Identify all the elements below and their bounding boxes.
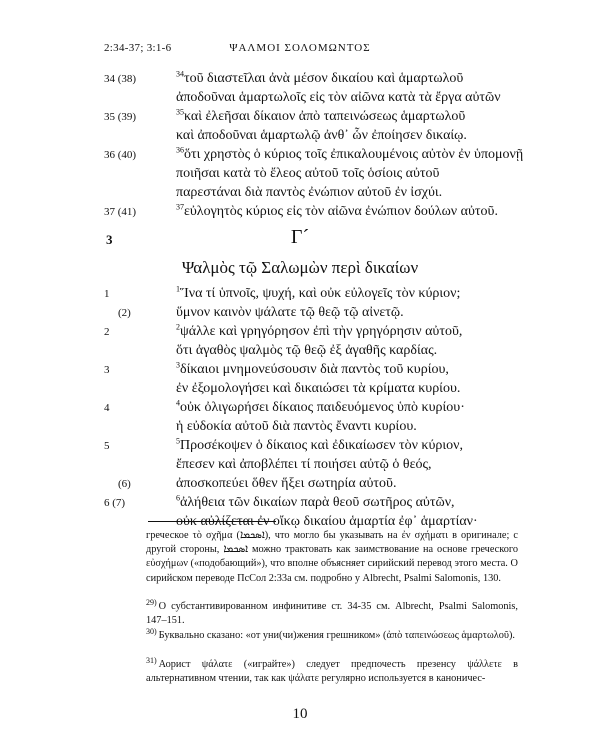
- verse-sup: 34: [176, 69, 184, 79]
- footnote-text: Буквально сказано: «от уни(чи)жения грешником» (ἀπὸ ταπεινώσεως ἁμαρτωλοῦ).: [158, 630, 515, 641]
- verse-text: ὅτι χρηστὸς ὁ κύριος τοῖς ἐπικαλουμένοις αὐτὸν ἐν ὑπομονῇ: [184, 147, 524, 162]
- verse-sup: 2: [176, 322, 180, 332]
- verse-number: 5: [104, 440, 110, 452]
- verse-text: καὶ ἐλεῆσαι δίκαιον ἀπὸ ταπεινώσεως ἁμαρτωλοῦ: [184, 109, 466, 124]
- verse-text: καὶ ἀποδοῦναι ἁμαρτωλῷ ἀνθ᾽ ὧν ἐποίησεν δικαίῳ.: [176, 128, 467, 143]
- footnote-rule: [148, 521, 276, 522]
- footnote-mark: 31): [146, 655, 157, 665]
- verse-text: οὐκ αὐλίζεται ἐν οἴκῳ δικαίου ἁμαρτία ἐφ᾽ ἁμαρτίαν·: [176, 514, 478, 529]
- verse-number: 4: [104, 402, 110, 414]
- verse-sup: 35: [176, 107, 184, 117]
- footnote: [146, 597, 518, 628]
- verse-text: ψάλλε καὶ γρηγόρησον ἐπὶ τὴν γρηγόρησιν αὐτοῦ,: [180, 324, 463, 339]
- verse-number: 37 (41): [104, 206, 137, 218]
- verse-sup: 1: [176, 284, 180, 294]
- verse-text: ἡ εὐδοκία αὐτοῦ διὰ παντὸς ἔναντι κυρίου.: [176, 419, 417, 434]
- verse-alt-number: (2): [118, 307, 131, 319]
- verse-text: ποιῆσαι κατὰ τὸ ἔλεος αὐτοῦ τοῖς ὁσίοις αὐτοῦ: [176, 166, 440, 181]
- psalm-number: 3: [106, 232, 113, 247]
- verse-text: ἀποδοῦναι ἁμαρτωλοῖς εἰς τὸν αἰῶνα κατὰ τὰ ἔργα αὐτῶν: [176, 90, 501, 105]
- verse-text: ἀποσκοπεύει ὅθεν ἥξει σωτηρία αὐτοῦ.: [176, 476, 397, 491]
- verse-alt-number: (6): [118, 478, 131, 490]
- verse-number: 6 (7): [104, 497, 126, 509]
- verse-sup: 36: [176, 145, 184, 155]
- verse-text: οὐκ ὀλιγωρήσει δίκαιος παιδευόμενος ὑπὸ κυρίου·: [180, 400, 465, 415]
- running-title: ΨΑΛΜΟΙ ΣΟΛΟΜΩΝΤΟΣ: [229, 42, 371, 54]
- footnote: [146, 626, 518, 643]
- verse-sup: 6: [176, 493, 180, 503]
- verse-text: ἔπεσεν καὶ ἀποβλέπει τί ποιήσει αὐτῷ ὁ θεός,: [176, 457, 432, 472]
- verse-sup: 3: [176, 360, 180, 370]
- verse-sup: 5: [176, 436, 180, 446]
- page-number: 10: [292, 706, 308, 722]
- footnote: [146, 655, 518, 686]
- footnote-mark: 29): [146, 597, 157, 607]
- verse-text: τοῦ διαστεῖλαι ἀνὰ μέσον δικαίου καὶ ἁμαρτωλοῦ: [184, 71, 464, 86]
- verse-text: Προσέκοψεν ὁ δίκαιος καὶ ἐδικαίωσεν τὸν κύριον,: [180, 438, 463, 453]
- verse-sup: 4: [176, 398, 180, 408]
- verse-number: 2: [104, 326, 110, 338]
- verse-number: 34 (38): [104, 73, 137, 85]
- verse-sup: 37: [176, 202, 184, 212]
- footnote-mark: 30): [146, 626, 157, 636]
- verse-number: 35 (39): [104, 111, 137, 123]
- verse-number: 1: [104, 288, 110, 300]
- verse-text: Ἵνα τί ὑπνοῖς, ψυχή, καὶ οὐκ εὐλογεῖς τὸν κύριον;: [180, 286, 461, 301]
- footnote-text: Аорист ψάλατε («играйте») следует предпочесть презенсу ψάλλετε в альтернативном чтении, так как ψάλατε регулярно используется в каноничес-: [146, 659, 518, 685]
- footnote-continuation: греческое τὸ σχῆμα (ܐܣܟܡܐ), что могло бы указывать на ἐν σχήματι в оригинале; с другой стороны, ܐܣܟܡܐ можно трактовать как заимствование на основе греческого εὐσχήμων («подобающий»), что вполне объясняет сирийский перевод этого места. О сирийском переводе ПсСол 2:33а см. подробно у Albrecht, Psalmi Salomonis, 130.: [146, 530, 518, 584]
- chapter-reference: 2:34-37; 3:1-6: [104, 42, 172, 54]
- verse-text: εὐλογητὸς κύριος εἰς τὸν αἰῶνα ἐνώπιον δούλων αὐτοῦ.: [184, 204, 498, 219]
- verse-text: ἀλήθεια τῶν δικαίων παρὰ θεοῦ σωτῆρος αὐτῶν,: [180, 495, 455, 510]
- psalm-title: Ψαλμὸς τῷ Σαλωμὼν περὶ δικαίων: [181, 258, 419, 277]
- verse-number: 3: [104, 364, 110, 376]
- verse-number: 36 (40): [104, 149, 137, 161]
- verse-text: παρεστάναι διὰ παντὸς ἐνώπιον αὐτοῦ ἐν ἰσχύι.: [176, 185, 443, 200]
- psalm-letter: Γ´: [290, 226, 310, 248]
- verse-text: ὅτι ἀγαθὸς ψαλμὸς τῷ θεῷ ἐξ ἀγαθῆς καρδίας.: [176, 343, 438, 358]
- verse-text: ἐν ἐξομολογήσει καὶ δικαιώσει τὰ κρίματα κυρίου.: [176, 381, 461, 396]
- footnote-text: О субстантивированном инфинитиве ст. 34-35 см. Albrecht, Psalmi Salomonis, 147–151.: [146, 601, 518, 627]
- verse-text: δίκαιοι μνημονεύσουσιν διὰ παντὸς τοῦ κυρίου,: [180, 362, 449, 377]
- verse-text: ὕμνον καινὸν ψάλατε τῷ θεῷ τῷ αἰνετῷ.: [176, 305, 404, 320]
